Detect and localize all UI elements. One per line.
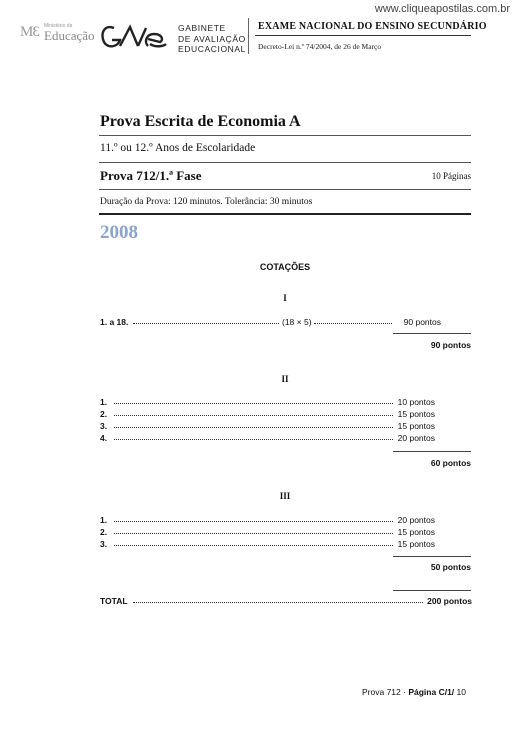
group-label: I — [283, 293, 287, 303]
item-calc: (18 × 5) — [282, 317, 312, 327]
item-number: 4. — [100, 433, 108, 443]
item-points: 15 pontos — [397, 539, 435, 549]
item-points: 15 pontos — [397, 527, 435, 537]
score-row — [100, 317, 472, 328]
exam-decree: Decreto-Lei n.º 74/2004, de 26 de Março — [258, 42, 382, 51]
gave-name-line: GABINETE — [178, 23, 226, 33]
group-label: II — [281, 374, 289, 384]
footer-prova: Prova 712 — [362, 687, 401, 697]
subtotal-rule — [393, 333, 471, 334]
gave-name-line: EDUCACIONAL — [178, 44, 247, 54]
score-row — [100, 433, 472, 444]
total-label: TOTAL — [100, 596, 128, 606]
score-row — [100, 421, 472, 432]
duration-rule — [99, 213, 471, 215]
exam-duration: Duração da Prova: 120 minutos. Tolerância: 30 minutos — [100, 197, 313, 207]
score-row — [100, 409, 472, 420]
leader-dots — [133, 323, 279, 324]
leader-dots — [133, 602, 423, 603]
leader-dots — [114, 533, 393, 534]
ministry-logo-mark: MƐ — [20, 24, 39, 40]
group-subtotal: 50 pontos — [430, 562, 471, 572]
gave-name-line: DE AVALIAÇÃO — [178, 33, 246, 44]
leader-dots — [114, 521, 393, 522]
group-subtotal: 60 pontos — [430, 458, 471, 468]
item-number: 3. — [100, 539, 108, 549]
ministry-logo — [20, 22, 95, 46]
leader-dots — [114, 545, 393, 546]
item-number: 1. a 18. — [100, 317, 129, 327]
leader-dots — [314, 323, 392, 324]
footer-page-total: 10 — [454, 687, 466, 697]
total-row — [100, 596, 472, 607]
score-row — [100, 527, 472, 538]
item-number: 2. — [100, 527, 108, 537]
item-points: 15 pontos — [397, 421, 435, 431]
header-divider — [248, 18, 249, 54]
header-rule — [255, 35, 471, 36]
total-points: 200 pontos — [427, 596, 472, 606]
item-number: 3. — [100, 421, 108, 431]
item-number: 1. — [100, 515, 108, 525]
item-points: 10 pontos — [397, 397, 435, 407]
years-rule — [99, 162, 471, 163]
gave-logo-icon — [98, 22, 170, 52]
ministry-logo-small-text: Ministério da — [44, 23, 73, 29]
group-subtotal: 90 pontos — [430, 340, 471, 350]
leader-dots — [114, 403, 393, 404]
title-rule — [99, 135, 471, 136]
score-row — [100, 539, 472, 550]
leader-dots — [114, 427, 393, 428]
item-points: 20 pontos — [397, 433, 435, 443]
item-points: 20 pontos — [397, 515, 435, 525]
code-rule — [99, 189, 471, 190]
item-points: 15 pontos — [397, 409, 435, 419]
footer-page: Página C/1/ — [408, 687, 455, 697]
exam-header-title: EXAME NACIONAL DO ENSINO SECUNDÁRIO — [258, 21, 487, 32]
subtotal-rule — [393, 451, 471, 452]
leader-dots — [114, 439, 393, 440]
item-points: 90 pontos — [403, 317, 441, 327]
score-row — [100, 397, 472, 408]
item-number: 2. — [100, 409, 108, 419]
exam-years: 11.º ou 12.º Anos de Escolaridade — [100, 142, 256, 154]
ministry-logo-name: Educação — [44, 28, 95, 43]
item-number: 1. — [100, 397, 108, 407]
page-footer — [362, 687, 466, 697]
footer-separator: · — [403, 687, 406, 697]
group-label: III — [279, 491, 291, 501]
exam-year: 2008 — [100, 222, 138, 243]
subtotal-rule — [393, 556, 471, 557]
leader-dots — [114, 415, 393, 416]
watermark: www.cliqueapostilas.com.br — [374, 3, 510, 15]
exam-code: Prova 712/1.ª Fase — [100, 168, 202, 183]
gave-name — [178, 23, 246, 55]
score-row — [100, 515, 472, 526]
exam-title: Prova Escrita de Economia A — [100, 113, 301, 130]
cotacoes-heading: COTAÇÕES — [259, 262, 311, 272]
page-count: 10 Páginas — [431, 171, 471, 181]
total-rule — [393, 590, 471, 591]
